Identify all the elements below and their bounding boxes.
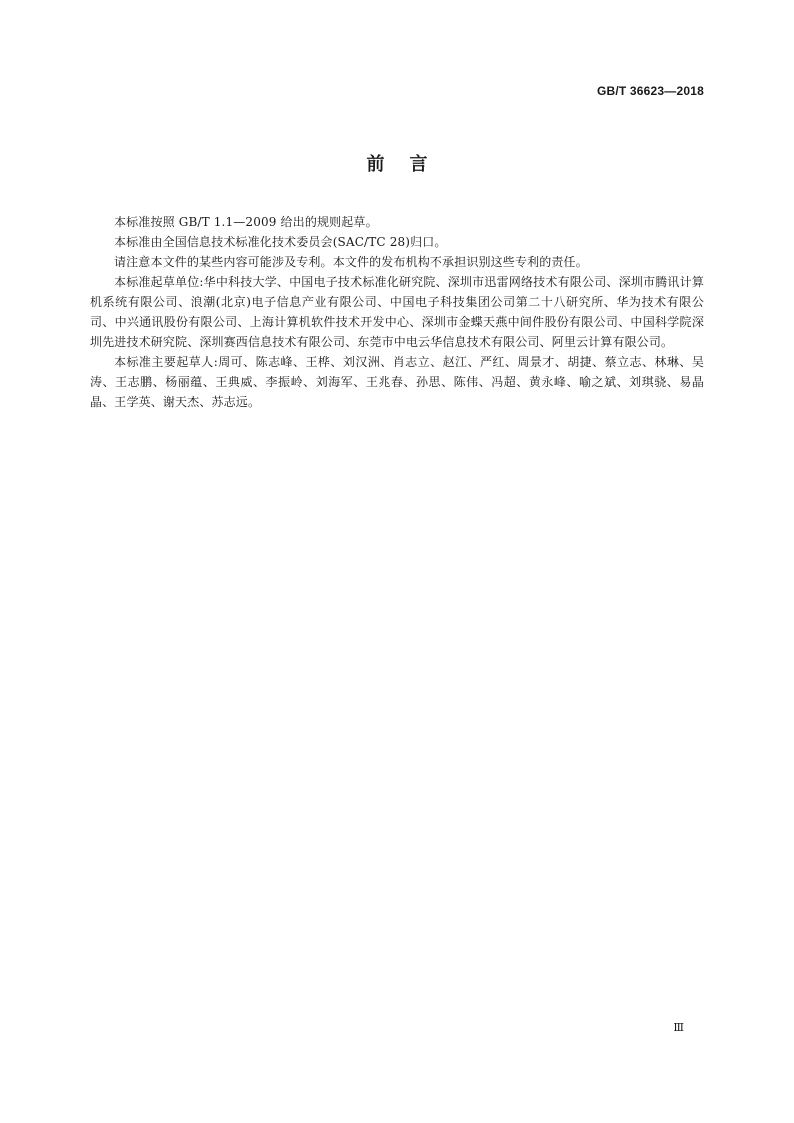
paragraph-patent-notice: 请注意本文件的某些内容可能涉及专利。本文件的发布机构不承担识别这些专利的责任。 [114, 255, 588, 269]
standard-number: GB/T 36623—2018 [596, 84, 704, 98]
paragraph-drafting-units: 本标准起草单位:华中科技大学、中国电子技术标准化研究院、深圳市迅雷网络技术有限公司、深圳市腾讯计算机系统有限公司、浪潮(北京)电子信息产业有限公司、中国电子科技集团公司第二十八研究所、华为技术有限公司、中兴通讯股份有限公司、上海计算机软件技术开发中心、深圳市金蝶天燕中间件股份有限公司、中国科学院深圳先进技术研究院、深圳赛西信息技术有限公司、东莞市中电云华信息技术有限公司、阿里云计算有限公司。 [90, 275, 704, 349]
paragraph-committee: 本标准由全国信息技术标准化技术委员会(SAC/TC 28)归口。 [114, 235, 447, 249]
paragraph-drafters: 本标准主要起草人:周可、陈志峰、王桦、刘汉洲、肖志立、赵江、严红、周景才、胡捷、蔡立志、林琳、吴涛、王志鹏、杨丽蕴、王典威、李振岭、刘海军、王兆春、孙思、陈伟、冯超、黄永峰、喻之斌、刘琪骁、易晶晶、王学英、谢天杰、苏志远。 [90, 355, 704, 409]
foreword-body [90, 212, 704, 412]
page-number: Ⅲ [673, 1021, 684, 1034]
paragraph-drafting-rules: 本标准按照 GB/T 1.1—2009 给出的规则起草。 [114, 215, 378, 229]
page-title: 前 言 [366, 154, 428, 175]
